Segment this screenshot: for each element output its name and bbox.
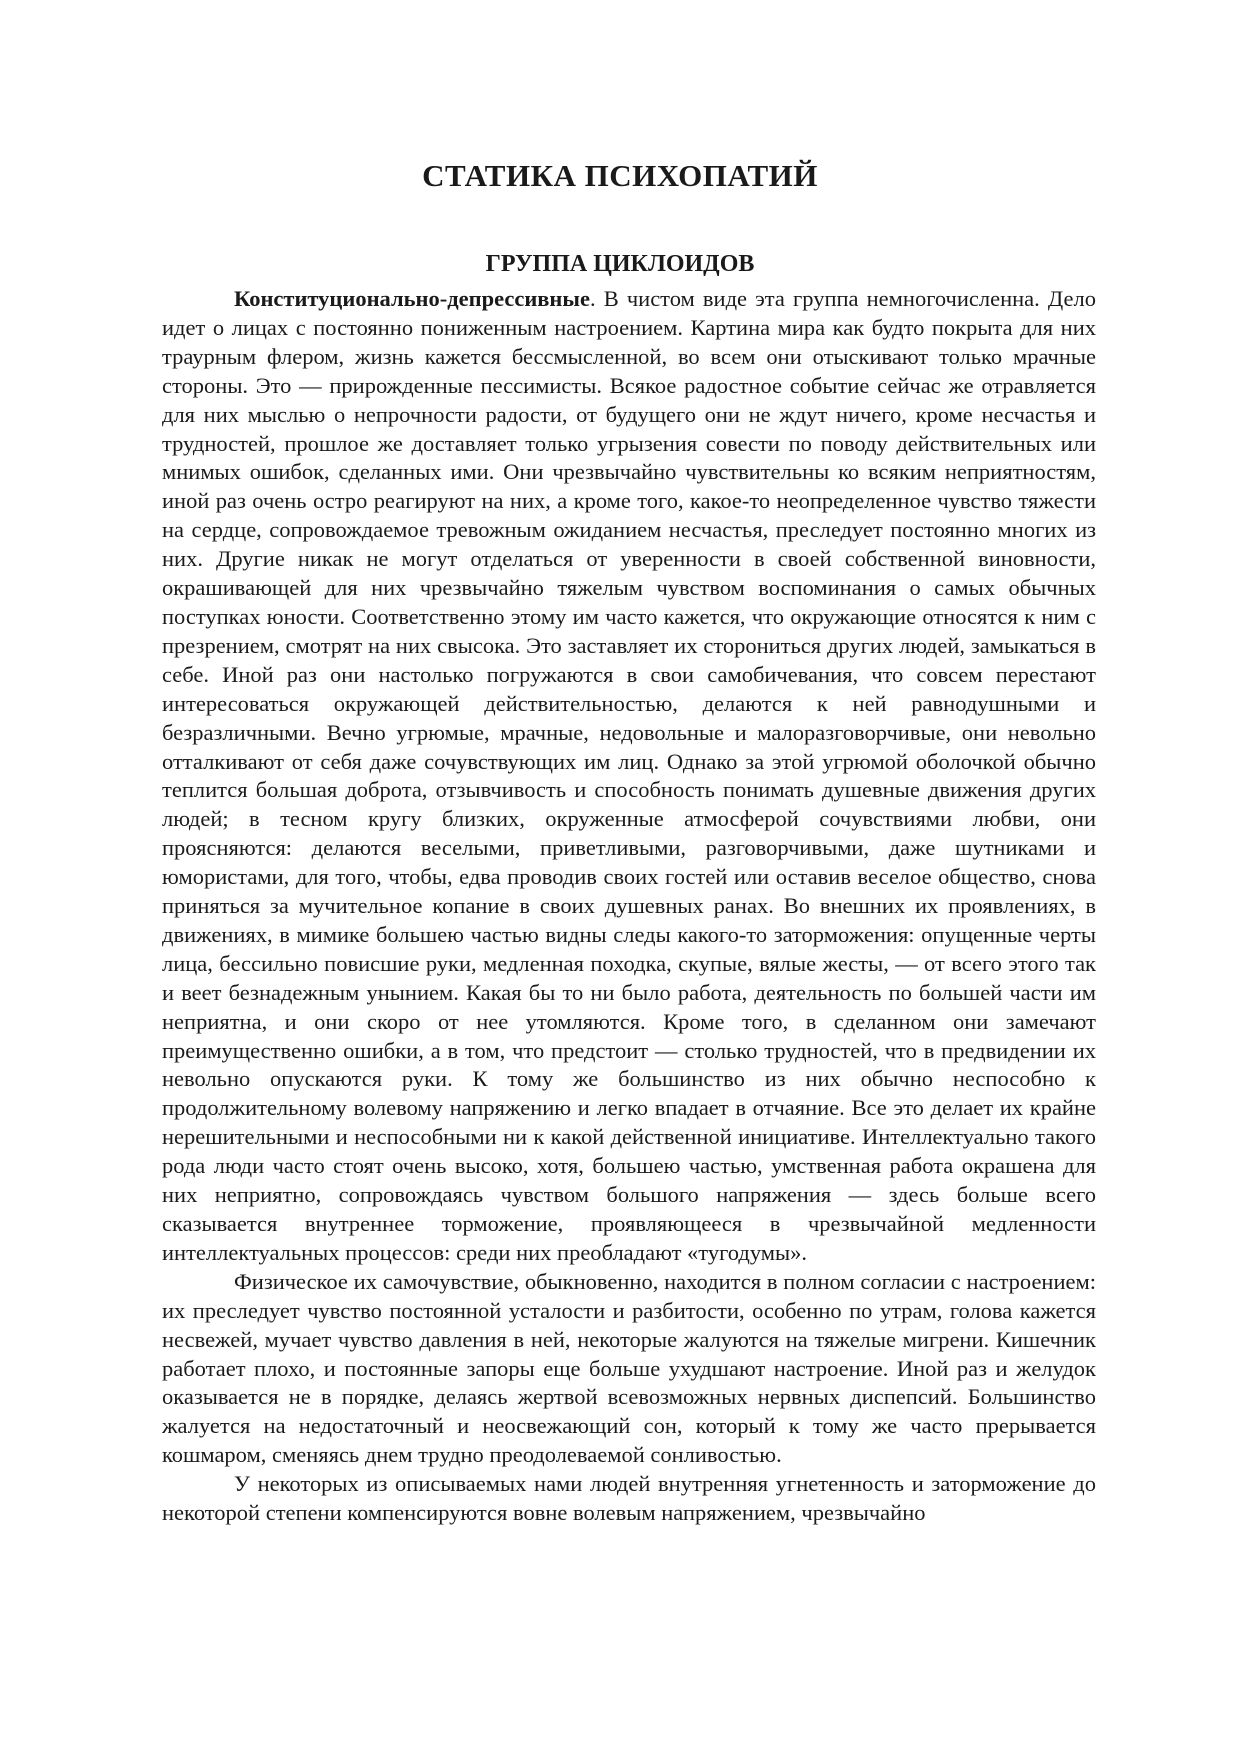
paragraph-1-text: . В чистом виде эта группа немногочисленна. Дело идет о лицах с постоянно пониженным настроением. Картина мира как будто покрыта для них траурным флером, жизнь кажется бессмысленной, во всем они отыскивают только мрачные стороны. Это — прирожденные пессимисты. Всякое радостное событие сейчас же отравляется для них мыслью о непрочности радости, от будущего они не ждут ничего, кроме несчастья и трудностей, прошлое же доставляет только угрызения совести по поводу действительных или мнимых ошибок, сделанных ими. Они чрезвычайно чувствительны ко всяким неприятностям, иной раз очень остро реагируют на них, а кроме того, какое-то неопределенное чувство тяжести на сердце, сопровождаемое тревожным ожиданием несчастья, преследует постоянно многих из них. Другие никак не могут отделаться от уверенности в своей собственной виновности, окрашивающей для них чрезвычайно тяжелым чувством воспоминания о самых обычных поступках юности. Соответственно этому им часто кажется, что окружающие относятся к ним с презрением, смотрят на них свысока. Это заставляет их сторониться других людей, замыкаться в себе. Иной раз они настолько погружаются в свои самобичевания, что совсем перестают интересоваться окружающей действительностью, делаются к ней равнодушными и безразличными. Вечно угрюмые, мрачные, недовольные и малоразговорчивые, они невольно отталкивают от себя даже сочувствующих им лиц. Однако за этой угрюмой оболочкой обычно теплится большая доброта, отзывчивость и способность понимать душевные движения других людей; в тесном кругу близких, окруженные атмосферой сочувствиями любви, они проясняются: делаются веселыми, приветливыми, разговорчивыми, даже шутниками и юмористами, для того, чтобы, едва проводив своих гостей или оставив веселое общество, снова приняться за мучительное копание в своих душевных ранах. Во внешних их проявлениях, в движениях, в мимике большею частью видны следы какого-то заторможения: опущенные черты лица, бессильно повисшие руки, медленная походка, скупые, вялые жесты, — от всего этого так и веет безнадежным унынием. Какая бы то ни было работа, деятельность по большей части им неприятна, и они скоро от нее утомляются. Кроме того, в сделанном они замечают преимущественно ошибки, а в том, что предстоит — столько трудностей, что в предвидении их невольно опускаются руки. К тому же большинство из них обычно неспособно к продолжительному волевому напряжению и легко впадает в отчаяние. Все это делает их крайне нерешительными и неспособными ни к какой действенной инициативе. Интеллектуально такого рода люди часто стоят очень высоко, хотя, большею частью, умственная работа окрашена для них неприятно, сопровождаясь чувством большого напряжения — здесь больше всего сказывается внутреннее торможение, проявляющееся в чрезвычайной медленности интеллектуальных процессов: среди них преобладают «тугодумы». [162,286,1096,1265]
body-text [162,285,1096,1528]
paragraph-3: У некоторых из описываемых нами людей внутренняя угнетенность и заторможение до некоторой степени компенсируются вовне волевым напряжением, чрезвычайно [162,1471,1096,1526]
lead-term: Конституционально-депрессивные [234,286,590,311]
chapter-title: СТАТИКА ПСИХОПАТИЙ [422,158,818,193]
paragraph-1 [162,285,1096,1268]
section-title: ГРУППА ЦИКЛОИДОВ [485,251,755,277]
paragraph-2: Физическое их самочувствие, обыкновенно, находится в полном согласии с настроением: их преследует чувство постоянной усталости и разбитости, особенно по утрам, голова кажется несвежей, мучает чувство давления в ней, некоторые жалуются на тяжелые мигрени. Кишечник работает плохо, и постоянные запоры еще больше ухудшают настроение. Иной раз и желудок оказывается не в порядке, делаясь жертвой всевозможных нервных диспепсий. Большинство жалуется на недостаточный и неосвежающий сон, который к тому же часто прерывается кошмаром, сменяясь днем трудно преодолеваемой сонливостью. [162,1268,1096,1468]
